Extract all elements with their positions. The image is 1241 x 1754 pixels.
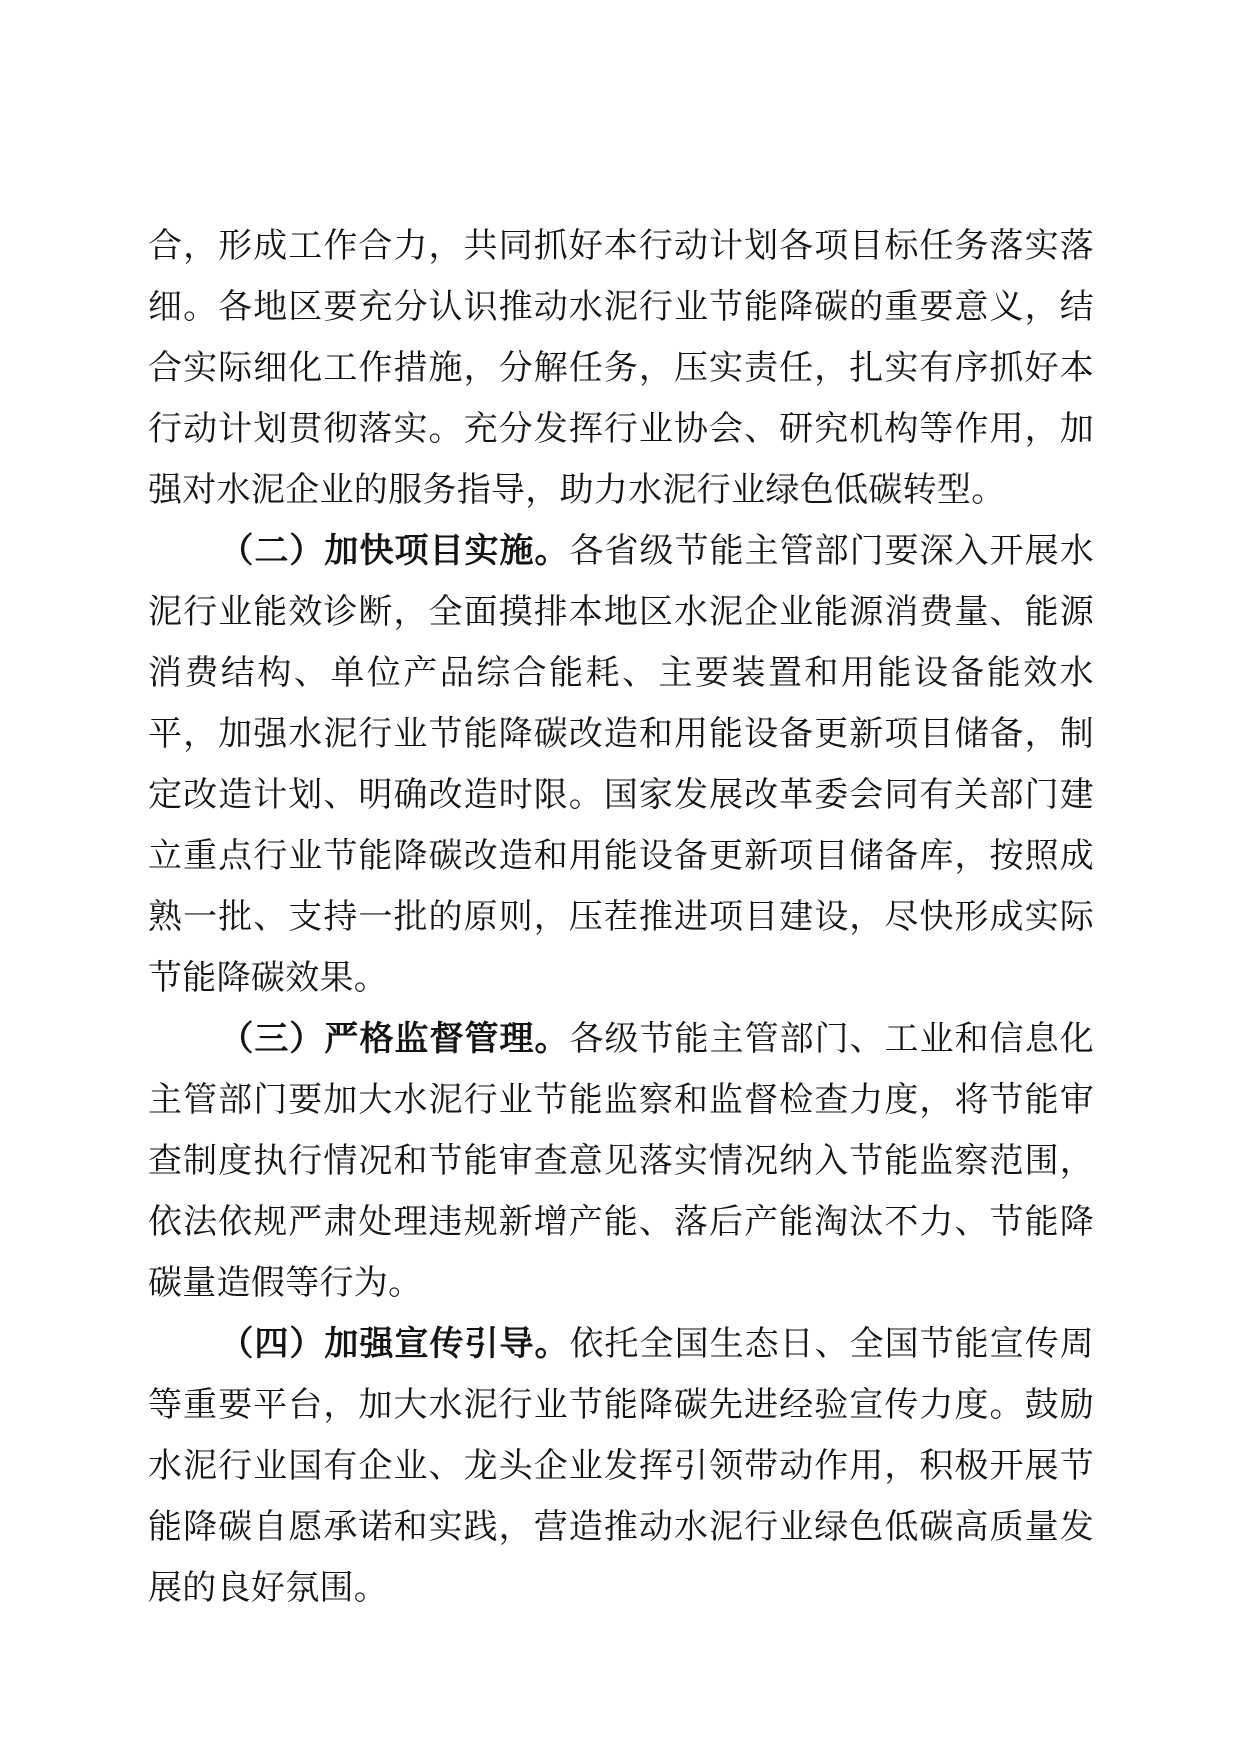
paragraph-body-text: 各省级节能主管部门要深入开展水泥行业能效诊断，全面摸排本地区水泥企业能源消费量、能源消费结构、单位产品综合能耗、主要装置和用能设备能效水平，加强水泥行业节能降碳改造和用能设备更新项目储备，制定改造计划、明确改造时限。国家发展改革委会同有关部门建立重点行业节能降碳改造和用能设备更新项目储备库，按照成熟一批、支持一批的原则，压茬推进项目建设，尽快形成实际节能降碳效果。 [148,533,1095,997]
paragraph-section-2 [148,521,1094,1009]
paragraph-heading: （四）加强宣传引导。 [219,1326,570,1363]
paragraph-body-text: 依托全国生态日、全国节能宣传周等重要平台，加大水泥行业节能降碳先进经验宣传力度。鼓励水泥行业国有企业、龙头企业发挥引领带动作用，积极开展节能降碳自愿承诺和实践，营造推动水泥行业绿色低碳高质量发展的良好氛围。 [148,1326,1095,1607]
paragraph-body-text: 合，形成工作合力，共同抓好本行动计划各项目标任务落实落细。各地区要充分认识推动水泥行业节能降碳的重要意义，结合实际细化工作措施，分解任务，压实责任，扎实有序抓好本行动计划贯彻落实。充分发挥行业协会、研究机构等作用，加强对水泥企业的服务指导，助力水泥行业绿色低碳转型。 [148,228,1094,509]
paragraph-body-text: 各级节能主管部门、工业和信息化主管部门要加大水泥行业节能监察和监督检查力度，将节能审查制度执行情况和节能审查意见落实情况纳入节能监察范围，依法依规严肃处理违规新增产能、落后产能淘汰不力、节能降碳量造假等行为。 [148,1021,1095,1302]
paragraph-section-3 [148,1009,1094,1314]
paragraph-heading: （三）严格监督管理。 [219,1021,570,1058]
paragraph-continuation [148,216,1094,521]
paragraph-heading: （二）加快项目实施。 [219,533,570,570]
document-text-block [148,216,1094,1619]
paragraph-section-4 [148,1314,1094,1619]
